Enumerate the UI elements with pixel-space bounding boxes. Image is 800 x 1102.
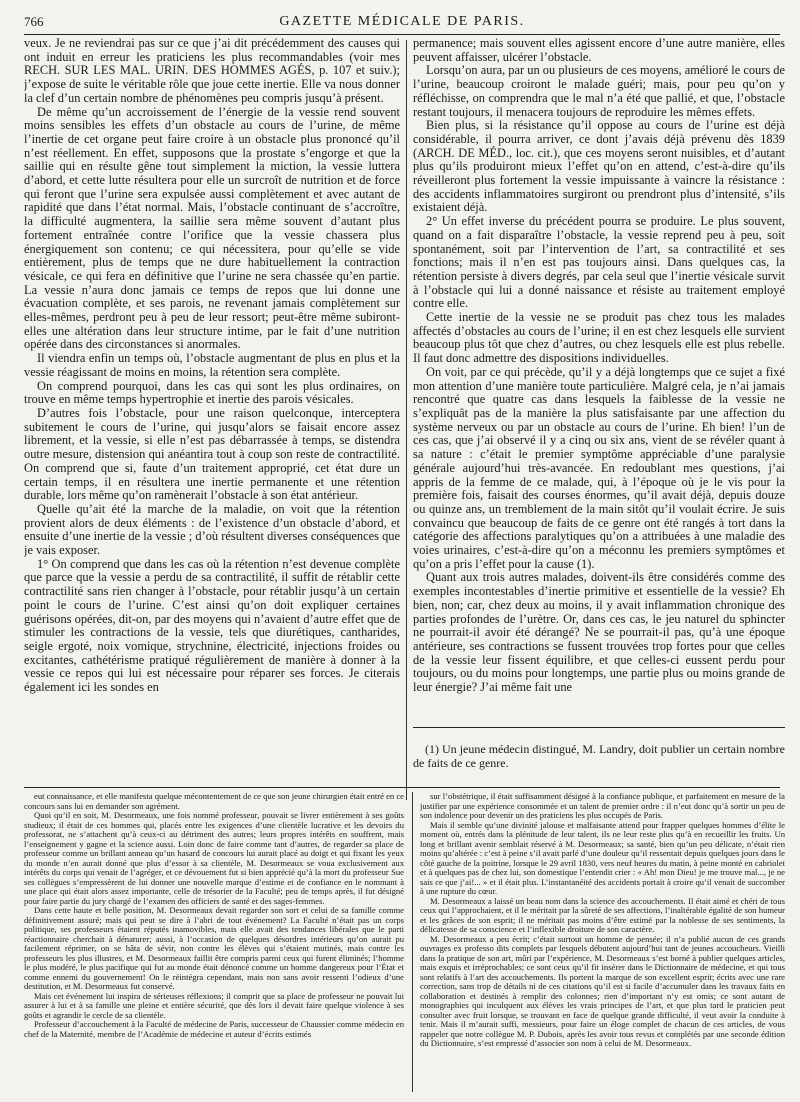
- feuilleton-left-column: [24, 792, 404, 1100]
- paragraph: Cette inertie de la vessie ne se produit pas chez tous les malades affectés d’obstacles au cours de l’urine; il en est chez lesquels elle survient beaucoup plus tôt que chez d’autres, ou chez lesquels elle est plus rebelle. Il faut donc admettre des dispositions individuelles.: [413, 310, 785, 366]
- paragraph: D’autres fois l’obstacle, pour une raison quelconque, interceptera subitement le cours de l’urine, qui jusqu’alors se faisait encore assez librement, et la vessie, si elle n’est pas débarrassée à temps, se distendra outre mesure, distension qui anéantira tout à coup son reste de contractilité. On comprend que si, faute d’un traitement approprié, cet état dure un certain temps, il en résultera une inertie permanente et une rétention durable, lors même qu’on ramènerait l’obstacle à son état antérieur.: [24, 405, 400, 503]
- paragraph: Mais cet événement lui inspira de sérieuses réflexions; il comprit que sa place de professeur ne pouvait lui assurer à lui et à sa famille une pleine et entière sécurité, que dès lors il devait faire quelque violence à ses goûts et agrandir le cercle de sa clientèle.: [24, 990, 404, 1020]
- paragraph: On voit, par ce qui précède, qu’il y a déjà longtemps que ce sujet a fixé mon attention d’une manière toute particulière. Malgré cela, je n’ai jamais rencontré que quatre cas dans lesquels la faiblesse de la vessie ne s’expliquât pas de la manière la plus satisfaisante par une affection du système nerveux ou par un obstacle au cours de l’urine. Eh bien! l’un de ces cas, que j’ai observé il y a cinq ou six ans, vient de se révéler quant à sa nature : c’était le premier symptôme appréciable d’une paralysie générale aujourd’hui très-avancée. En redoublant mes questions, j’ai appris de la femme de ce malade, qui, à l’époque où je le vis pour la première fois, faisait des courses énormes, qu’il avait déjà, depuis douze ou quinze ans, un tremblement de la main sitôt qu’il voulait écrire. Je suis convaincu que beaucoup de faits de ce genre ont été rangés à tort dans la catégorie des affections paralytiques qu’on a attribuées à une maladie des voies urinaires, c’est-à-dire qu’on a méconnu les premiers symptômes et qu’on a pris l’effet pour la cause (1).: [413, 364, 785, 571]
- column-divider: [412, 792, 413, 1092]
- paragraph: Mais il semble qu’une divinité jalouse et malfaisante attend pour frapper quelques hommes d’élite le moment où, entrés dans la plénitude de leur talent, ils ne leur reste plus qu’à en recueillir les fruits. Un long et brillant avenir semblait réservé à M. Desormeaux; sa santé, bien qu’un peu délicate, n’était rien moins qu’altérée : c’est à peine s’il avait parlé d’une douleur qu’il ressentait depuis quelques jours dans le côté gauche de la poitrine, lorsque le 29 avril 1830, vers neuf heures du matin, à peine monté en cabriolet et à quelques pas de chez lui, son domestique l’entendit crier : « Ah! mon Dieu! je me trouve mal..., je ne sais ce que j’ai!... » et il était plus. L’instantanéité des accidents portait à croire qu’il venait de succomber à une rupture du cœur.: [420, 819, 785, 896]
- journal-title: GAZETTE MÉDICALE DE PARIS.: [279, 14, 525, 29]
- paragraph: M. Desormeaux a laissé un beau nom dans la science des accouchements. Il était aimé et chéri de tous ceux qui l’approchaient, et il le méritait par la sûreté de ses affections, l’inaltérable égalité de son humeur et les grâces de son esprit; il ne méritait pas moins d’être estimé par la noblesse de ses sentiments, la délicatesse de sa conscience et l’inflexible droiture de son caractère.: [420, 895, 785, 934]
- feuilleton-rule: [24, 787, 780, 788]
- paragraph: 1° On comprend que dans les cas où la rétention n’est devenue complète que parce que la vessie a perdu de sa contractilité, il suffit de rétablir cette contractilité sans rien changer à l’obstacle, pour rétablir jusqu’à un certain point le cours de l’urine. C’est ainsi qu’on doit expliquer certaines guérisons opérées, dit-on, par des moyens qui n’avaient d’autre effet que de stimuler les contractions de la vessie, tels que diurétiques, cantharides, seigle ergoté, noix vomique, strychnine, électricité, injections froides ou excitantes, cathétérisme pratiqué régulièrement de manière à donner à la vessie ce repos qui lui est nécessaire pour réparer ses forces. Je citerais également ici les sondes en: [24, 556, 400, 695]
- feuilleton-right-column: [420, 792, 785, 1100]
- paragraph: Bien plus, si la résistance qu’il oppose au cours de l’urine est déjà considérable, il pourra arriver, ce dont j’avais déjà prévenu dès 1839 (ARCH. DE MÉD., loc. cit.), que ces moyens seront nuisibles, et d’autant plus qu’ils produiront mieux l’effet qu’on en attend, c’est-à-dire qu’ils réveilleront plus fortement la vessie impuissante à vaincre la résistance : des accidents inflammatoires surgiront ou prendront plus d’intensité, s’ils existaient déjà.: [413, 118, 785, 215]
- main-left-column: [24, 37, 400, 727]
- paragraph: Quoi qu’il en soit, M. Desormeaux, une fois nommé professeur, pouvait se livrer entièrement à ses goûts studieux; il était de ces hommes qui, placés entre les exigences d’une clientèle lucrative et les devoirs du professorat, ne s’attachent qu’à ceux-ci au détriment des autres; leurs propres intérêts en souffrent, mais l’enseignement y gagne et la science aussi. Loin donc de faire comme tant d’autres, de regarder sa place de professeur comme un brillant anneau qu’un hasard de concours lui aurait placé au doigt et qui fixant les yeux du monde n’en aurait donné que plus d’essor à sa clientèle, M. Desormeaux se voua exclusivement aux intérêts du corps qui venait de l’agréger, et ce dévouement fut si bien apprécié qu’à la mort du professeur Sue ses collègues s’empressèrent de lui donner une nouvelle marque d’estime et de confiance en le nommant à une place qui était alors assez importante, celle de trésorier de la Faculté; peu de temps après, il fut désigné pour faire partie du jury chargé de l’examen des officiers de santé et des sages-femmes.: [24, 810, 404, 906]
- paragraph: On comprend pourquoi, dans les cas qui sont les plus ordinaires, on trouve en même temps hypertrophie et inertie des parois vésicales.: [24, 378, 400, 407]
- header-rule: [24, 34, 780, 35]
- paragraph: Il viendra enfin un temps où, l’obstacle augmentant de plus en plus et la vessie réagissant de moins en moins, la rétention sera complète.: [24, 351, 400, 379]
- paragraph: eut connaissance, et elle manifesta quelque mécontentement de ce que son jeune chirurgien était entré en ce concours sans lui en demander son agrément.: [24, 792, 404, 811]
- main-right-column: [413, 37, 785, 727]
- footnote-rule: [413, 727, 785, 728]
- paragraph: M. Desormeaux a peu écrit; c’était surtout un homme de pensée; il n’a publié aucun de ces grands ouvrages ex professo dits complets par lesquels débutent aujourd’hui tant de jeunes accoucheurs. Vieilli dans la pratique de son art, mûri par l’expérience, M. Desormeaux s’est borné à publier quelques articles, mais exquis et irréprochables; ce sont ceux qu’il fit insérer dans le Dictionnaire de médecine, et qui tous sont relatifs à l’art des accouchements. Ils portent la marque de son excellent esprit; écrits avec une rare correction, sans trop de détails ni de ces citations qu’il est si facile d’accumuler dans les travaux faits en collaboration et destinés à remplir des colonnes; rien d’important n’y est omis; ce sont autant de monographies qui inculquent aux élèves les vrais principes de l’art, et que plus tard le praticien peut consulter avec fruit lorsque, se trouvant en face de quelque grande difficulté, il veut avoir la conduite à tenir. Mais il m’aurait suffi, messieurs, pour faire un éloge complet de chacun de ces articles, de vous rappeler que notre collègue M. P. Dubois, après les avoir tous revus et complétés par une seconde édition du Dictionnaire, s’est empressé d’associer son nom à celui de M. Desormeaux.: [420, 933, 785, 1048]
- paragraph: veux. Je ne reviendrai pas sur ce que j’ai dit précédemment des causes qui ont induit en erreur les praticiens les plus recommandables (voir mes RECH. SUR LES MAL. URIN. DES HOMMES AGÉS, p. 107 et suiv.); j’expose de suite le véritable rôle que joue cette inertie. Elle va nous donner la clef d’un certain nombre de phénomènes peu compris jusqu’à présent.: [24, 37, 400, 105]
- column-divider: [406, 40, 407, 800]
- page-header: [24, 14, 780, 32]
- paragraph: permanence; mais souvent elles agissent encore d’une autre manière, elles peuvent affaisser, ulcérer l’obstacle.: [413, 37, 785, 64]
- paragraph: Lorsqu’on aura, par un ou plusieurs de ces moyens, amélioré le cours de l’urine, beaucoup croiront le malade guéri; mais, pour peu qu’on y réfléchisse, on comprendra que le mal n’a été que pallié, et que, l’obstacle restant toujours, il menacera toujours de reproduire les mêmes effets.: [413, 63, 785, 119]
- paragraph: Quelle qu’ait été la marche de la maladie, on voit que la rétention provient alors de deux éléments : de l’existence d’un obstacle d’abord, et ensuite d’une inertie de la vessie ; d’où résultent diverses conséquences que je vais exposer.: [24, 501, 400, 558]
- paragraph: De même qu’un accroissement de l’énergie de la vessie rend souvent moins sensibles les effets d’un obstacle au cours de l’urine, de même l’inertie de cet organe peut faire croire à un obstacle plus prononcé qu’il n’est réellement. En effet, supposons que la prostate s’engorge et que la saillie qui en résulte gêne tout simplement la miction, la vessie luttera d’abord, et cette lutte résultera pour elle un surcroît de nutrition et de force qui feront que l’urine sera expulsée aussi complètement et avec autant de rapidité que dans l’état normal. Mais, l’obstacle continuant de s’accroître, la difficulté augmentera, la saillie sera même souvent d’autant plus fortement entraînée contre l’orifice que la vessie chassera plus énergiquement son contenu; ce qui nécessitera, pour qu’elle se vide entièrement, plus de temps que ne dure habituellement la contraction vésicale, ce qui fera en définitive que l’urine ne sera chassée qu’en partie. La vessie n’aura donc jamais ce temps de repos que lui donne une évacuation complète, et ses parois, ne revenant jamais complètement sur elles-mêmes, perdront peu à peu de leur ressort; peut-être même subiront-elles une altération dans leur structure intime, par le fait d’une nutrition opérée dans des circonstances si anormales.: [24, 104, 400, 352]
- paragraph: Professeur d’accouchement à la Faculté de médecine de Paris, successeur de Chaussier comme médecin en chef de la Maternité, membre de l’Académie de médecine et auteur d’écrits estimés: [24, 1019, 404, 1039]
- paragraph: Quant aux trois autres malades, doivent-ils être considérés comme des exemples incontestables d’inertie primitive et essentielle de la vessie? Eh bien, non; car, chez deux au moins, il y avait inflammation chronique des parties profondes de l’urètre. Or, dans ces cas, le jeu naturel du sphincter ne pourrait-il avoir été dérangé? Ne se pourrait-il pas, qu’à une époque antérieure, ses contractions se fussent trouvées trop fortes pour que celles de la vessie leur fissent équilibre, et que celles-ci eussent perdu pour toujours, ou du moins pour longtemps, une partie plus ou moins grande de leur énergie? J’ai même fait une: [413, 570, 785, 695]
- paragraph: 2° Un effet inverse du précédent pourra se produire. Le plus souvent, quand on a fait disparaître l’obstacle, la vessie reprend peu à peu, soit spontanément, soit par l’intervention de l’art, sa contractilité et ses fonctions; mais il n’en est pas toujours ainsi. Dans quelques cas, la rétention persiste à divers degrés, par cela seul que l’inertie vésicale survit à l’obstacle qui lui a donné naissance et résiste au traitement employé contre elle.: [413, 214, 785, 311]
- footnote: (1) Un jeune médecin distingué, M. Landry, doit publier un certain nombre de faits de ce genre.: [413, 742, 785, 770]
- paragraph: sur l’obstétrique, il était suffisamment désigné à la confiance publique, et parfaitement en mesure de la justifier par une expérience consommée et un talent de premier ordre : il n’eut donc qu’à sortir un peu de son indolence pour devenir un des praticiens les plus occupés de Paris.: [420, 792, 785, 820]
- page-number: 766: [24, 14, 44, 29]
- paragraph: Dans cette haute et belle position, M. Desormeaux devait regarder son sort et celui de sa famille comme définitivement assuré; mais qui peut se dire à l’abri de tout événement? La Faculté n’était pas un corps politique, ses professeurs étaient réputés inamovibles, mais elle avait des tendances libérales que le parti réactionnaire cherchait à dénaturer; aussi, à l’occasion de quelques désordres intérieurs qu’on aurait pu facilement réprimer, on se hâta de sévir, non contre les élèves qui s’étaient mutinés, mais contre les professeurs les plus illustres, et M. Desormeaux faillit être compris parmi ceux qui furent éliminés; l’homme le plus modéré, le plus pacifique qui fut au monde était dénoncé comme un homme dangereux pour l’État et comme ennemi du gouvernement! On le réintégra cependant, mais non sans avoir ressenti l’odieux d’une destitution, et M. Desormeaux fut conservé.: [24, 905, 404, 991]
